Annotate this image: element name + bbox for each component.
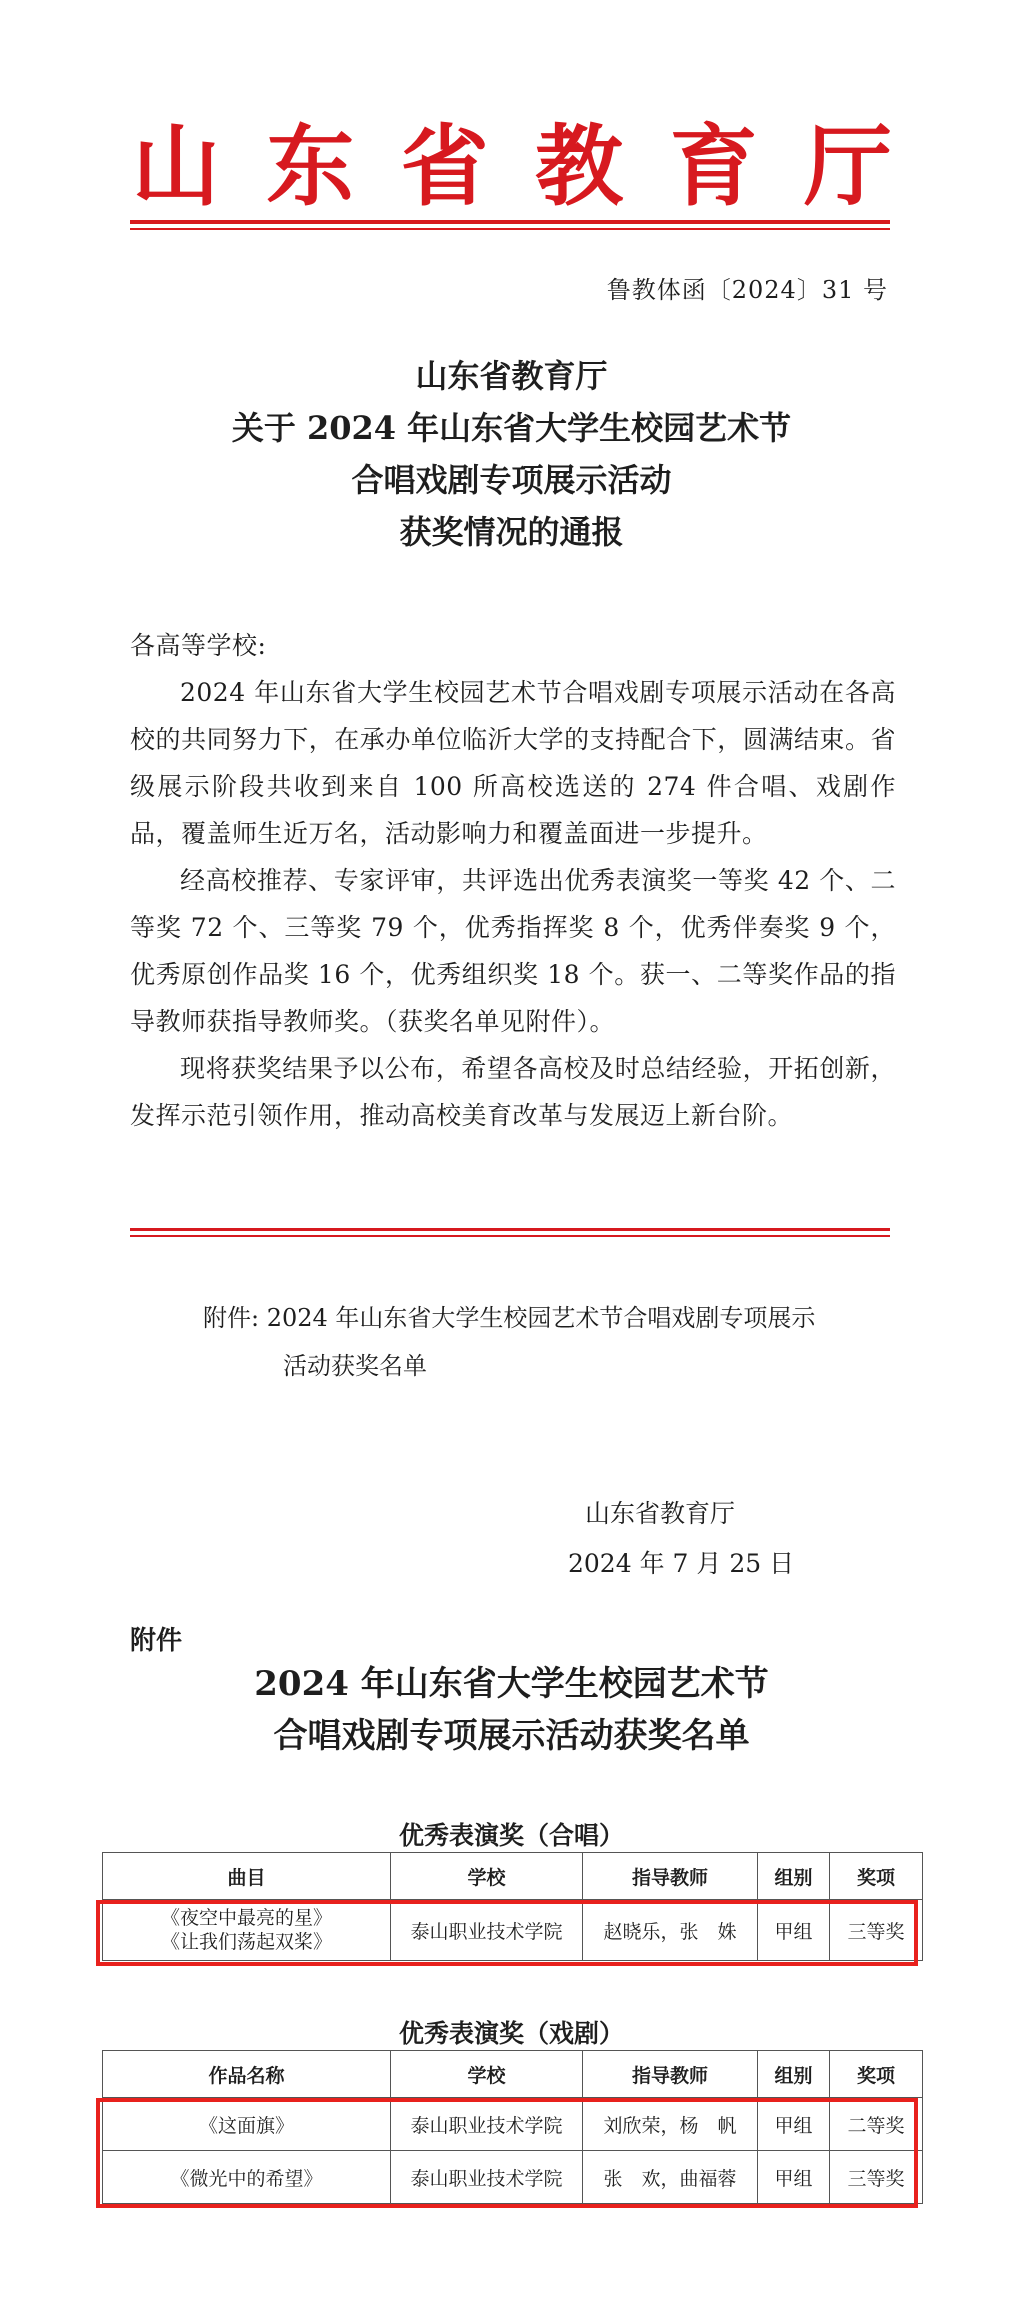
signature-date: 2024 年 7 月 25 日	[568, 1549, 795, 1578]
column-header: 指导教师	[583, 1853, 758, 1900]
header-char: 东	[266, 114, 355, 218]
column-header: 学校	[391, 1853, 583, 1900]
header-char: 省	[400, 114, 489, 218]
award-cell: 二等奖	[830, 2098, 923, 2151]
teacher-cell: 张 欢，曲福蓉	[583, 2151, 758, 2204]
award-cell: 三等奖	[830, 2151, 923, 2204]
document-title	[0, 350, 1023, 558]
document-number: 鲁教体函〔2024〕31 号	[606, 276, 888, 304]
body-paragraph: 2024 年山东省大学生校园艺术节合唱戏剧专项展示活动在各高校的共同努力下，在承办单位临沂大学的支持配合下，圆满结束。省级展示阶段共收到来自 100 所高校选送的 274 件合唱、戏剧作品，覆盖师生近万名，活动影响力和覆盖面进一步提升。	[130, 678, 896, 848]
body-paragraph: 经高校推荐、专家评审，共评选出优秀表演奖一等奖 42 个、二等奖 72 个、三等奖 79 个，优秀指挥奖 8 个，优秀伴奏奖 9 个，优秀原创作品奖 16 个，优秀组织奖 18 个。获一、二等奖作品的指导教师获指导教师奖。（获奖名单见附件）。	[130, 866, 896, 1036]
highlight-box	[96, 2098, 918, 2208]
issuer-header	[132, 114, 892, 218]
group-cell: 甲组	[758, 2098, 830, 2151]
annex-title-line: 合唱戏剧专项展示活动获奖名单	[273, 1716, 750, 1756]
table-header-row	[103, 1853, 923, 1900]
annex-title-line: 2024 年山东省大学生校园艺术节	[254, 1664, 769, 1704]
attachment-note	[203, 1294, 903, 1390]
separator-rule-thin	[130, 1235, 890, 1237]
header-char: 育	[669, 114, 758, 218]
work-title: 《夜空中最亮的星》	[160, 1907, 332, 1929]
choir-section-title: 优秀表演奖（合唱）	[398, 1821, 624, 1850]
school-cell: 泰山职业技术学院	[391, 1900, 583, 1961]
annex-title	[0, 1658, 1023, 1762]
header-char: 山	[132, 114, 221, 218]
drama-section-title: 优秀表演奖（戏剧）	[398, 2019, 624, 2048]
column-header: 组别	[758, 1853, 830, 1900]
header-rule-thin	[130, 228, 890, 230]
column-header: 作品名称	[103, 2051, 391, 2098]
salutation: 各高等学校:	[130, 631, 267, 660]
group-cell: 甲组	[758, 2151, 830, 2204]
column-header: 奖项	[830, 1853, 923, 1900]
header-rule-thick	[130, 220, 890, 224]
title-line: 合唱戏剧专项展示活动	[351, 461, 672, 499]
teacher-cell: 刘欣荣，杨 帆	[583, 2098, 758, 2151]
column-header: 指导教师	[583, 2051, 758, 2098]
column-header: 奖项	[830, 2051, 923, 2098]
document-body	[130, 622, 896, 1139]
column-header: 学校	[391, 2051, 583, 2098]
attachment-line: 附件: 2024 年山东省大学生校园艺术节合唱戏剧专项展示	[203, 1304, 816, 1332]
work-cell: 《这面旗》	[103, 2098, 391, 2151]
work-title: 《让我们荡起双桨》	[160, 1931, 332, 1953]
header-char: 教	[535, 114, 624, 218]
title-line: 获奖情况的通报	[399, 513, 624, 551]
group-cell: 甲组	[758, 1900, 830, 1961]
award-cell: 三等奖	[830, 1900, 923, 1961]
header-char: 厅	[803, 114, 892, 218]
attachment-line: 活动获奖名单	[283, 1352, 427, 1380]
column-header: 组别	[758, 2051, 830, 2098]
column-header: 曲目	[103, 1853, 391, 1900]
teacher-cell: 赵晓乐，张 姝	[583, 1900, 758, 1961]
school-cell: 泰山职业技术学院	[391, 2098, 583, 2151]
signature-org: 山东省教育厅	[585, 1499, 736, 1528]
title-line: 关于 2024 年山东省大学生校园艺术节	[231, 409, 792, 447]
table-header-row	[103, 2051, 923, 2098]
annex-label: 附件	[130, 1626, 183, 1656]
school-cell: 泰山职业技术学院	[391, 2151, 583, 2204]
title-line: 山东省教育厅	[415, 357, 608, 395]
work-cell: 《微光中的希望》	[103, 2151, 391, 2204]
separator-rule-thick	[130, 1228, 890, 1231]
body-paragraph: 现将获奖结果予以公布，希望各高校及时总结经验，开拓创新，发挥示范引领作用，推动高校美育改革与发展迈上新台阶。	[130, 1054, 896, 1130]
highlight-box	[96, 1900, 918, 1966]
